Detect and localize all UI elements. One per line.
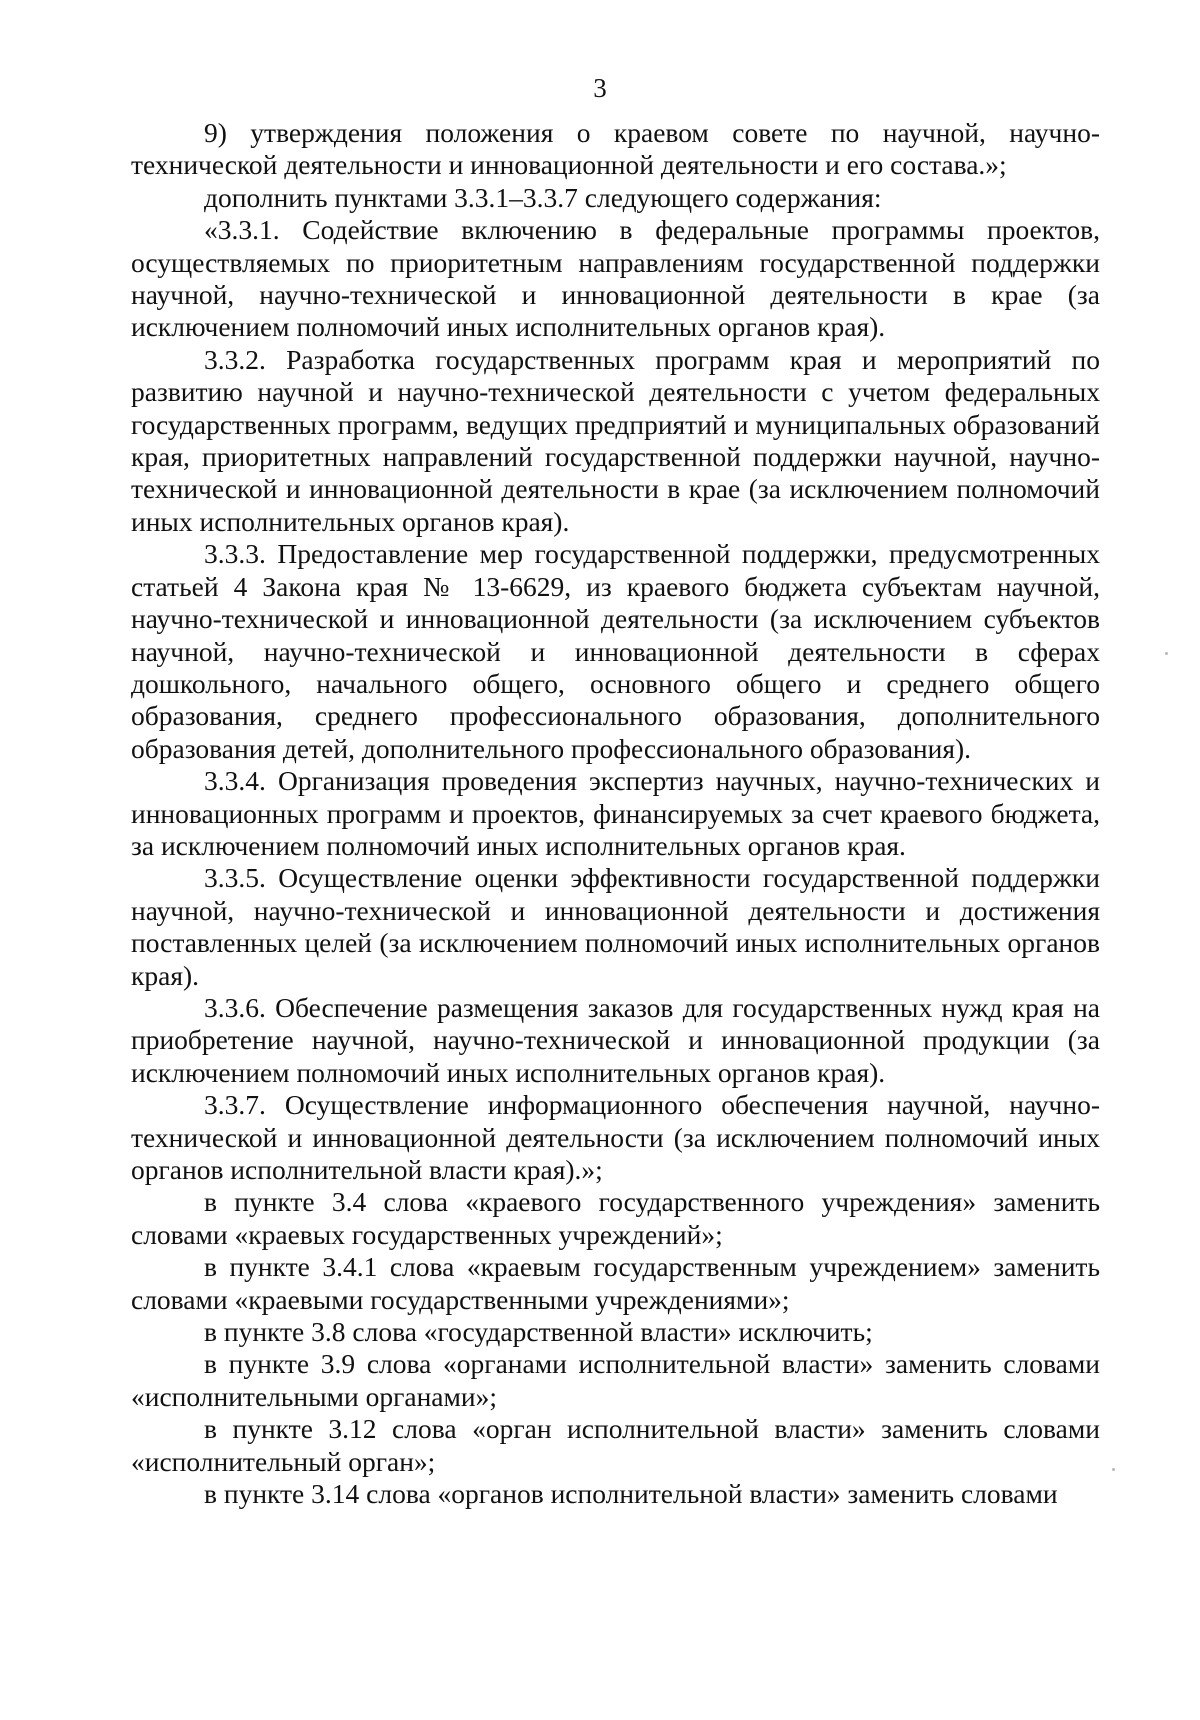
paragraph-point-3-8: в пункте 3.8 слова «государственной власти» исключить; xyxy=(204,1316,873,1348)
paragraph-3-3-5: 3.3.5. Осуществление оценки эффективности государственной поддержки научной, научно-технической и инновационной деятельности и достижения поставленных целей (за исключением полномочий иных исполнительных органов края). xyxy=(131,862,1100,991)
paragraph-point-3-9: в пункте 3.9 слова «органами исполнительной власти» заменить словами «исполнительными органами»; xyxy=(131,1348,1100,1412)
paragraph-point-3-14: в пункте 3.14 слова «органов исполнительной власти» заменить словами xyxy=(204,1478,1058,1510)
paragraph-point-3-4-1: в пункте 3.4.1 слова «краевым государственным учреждением» заменить словами «краевыми государственными учреждениями»; xyxy=(131,1251,1100,1315)
paragraph-3-3-4: 3.3.4. Организация проведения экспертиз научных, научно-технических и инновационных программ и проектов, финансируемых за счет краевого бюджета, за исключением полномочий иных исполнительных органов края. xyxy=(131,765,1100,861)
paragraph-point-3-12: в пункте 3.12 слова «орган исполнительной власти» заменить словами «исполнительный орган»; xyxy=(131,1413,1100,1477)
paragraph-3-3-1: «3.3.1. Содействие включению в федеральные программы проектов, осуществляемых по приоритетным направлениям государственной поддержки научной, научно-технической и инновационной деятельности в крае (за исключением полномочий иных исполнительных органов края). xyxy=(131,214,1100,343)
scan-speck xyxy=(1112,1468,1115,1471)
paragraph-3-3-6: 3.3.6. Обеспечение размещения заказов для государственных нужд края на приобретение научной, научно-технической и инновационной продукции (за исключением полномочий иных исполнительных органов края). xyxy=(131,991,1100,1088)
paragraph-amend-intro: дополнить пунктами 3.3.1–3.3.7 следующего содержания: xyxy=(204,181,882,213)
paragraph-item-9: 9) утверждения положения о краевом совете по научной, научно-технической деятельности и инновационной деятельности и его состава.»; xyxy=(131,117,1100,181)
page-number: 3 xyxy=(593,73,607,103)
paragraph-3-3-7: 3.3.7. Осуществление информационного обеспечения научной, научно-технической и инновационной деятельности (за исключением полномочий иных органов исполнительной власти края).»; xyxy=(131,1089,1100,1185)
paragraph-3-3-3: 3.3.3. Предоставление мер государственной поддержки, предусмотренных статьей 4 Закона края № 13-6629, из краевого бюджета субъектам научной, научно-технической и инновационной деятельности (за исключением субъектов научной, научно-технической и инновационной деятельности в сферах дошкольного, начального общего, основного общего и среднего общего образования, среднего профессионального образования, дополнительного образования детей, дополнительного профессионального образования). xyxy=(131,538,1100,764)
document-body xyxy=(131,117,1100,1510)
paragraph-point-3-4: в пункте 3.4 слова «краевого государственного учреждения» заменить словами «краевых государственных учреждений»; xyxy=(131,1186,1100,1250)
scan-speck xyxy=(1165,652,1168,655)
paragraph-3-3-2: 3.3.2. Разработка государственных программ края и мероприятий по развитию научной и научно-технической деятельности с учетом федеральных государственных программ, ведущих предприятий и муниципальных образований края, приоритетных направлений государственной поддержки научной, научно-технической и инновационной деятельности в крае (за исключением полномочий иных исполнительных органов края). xyxy=(131,343,1100,537)
